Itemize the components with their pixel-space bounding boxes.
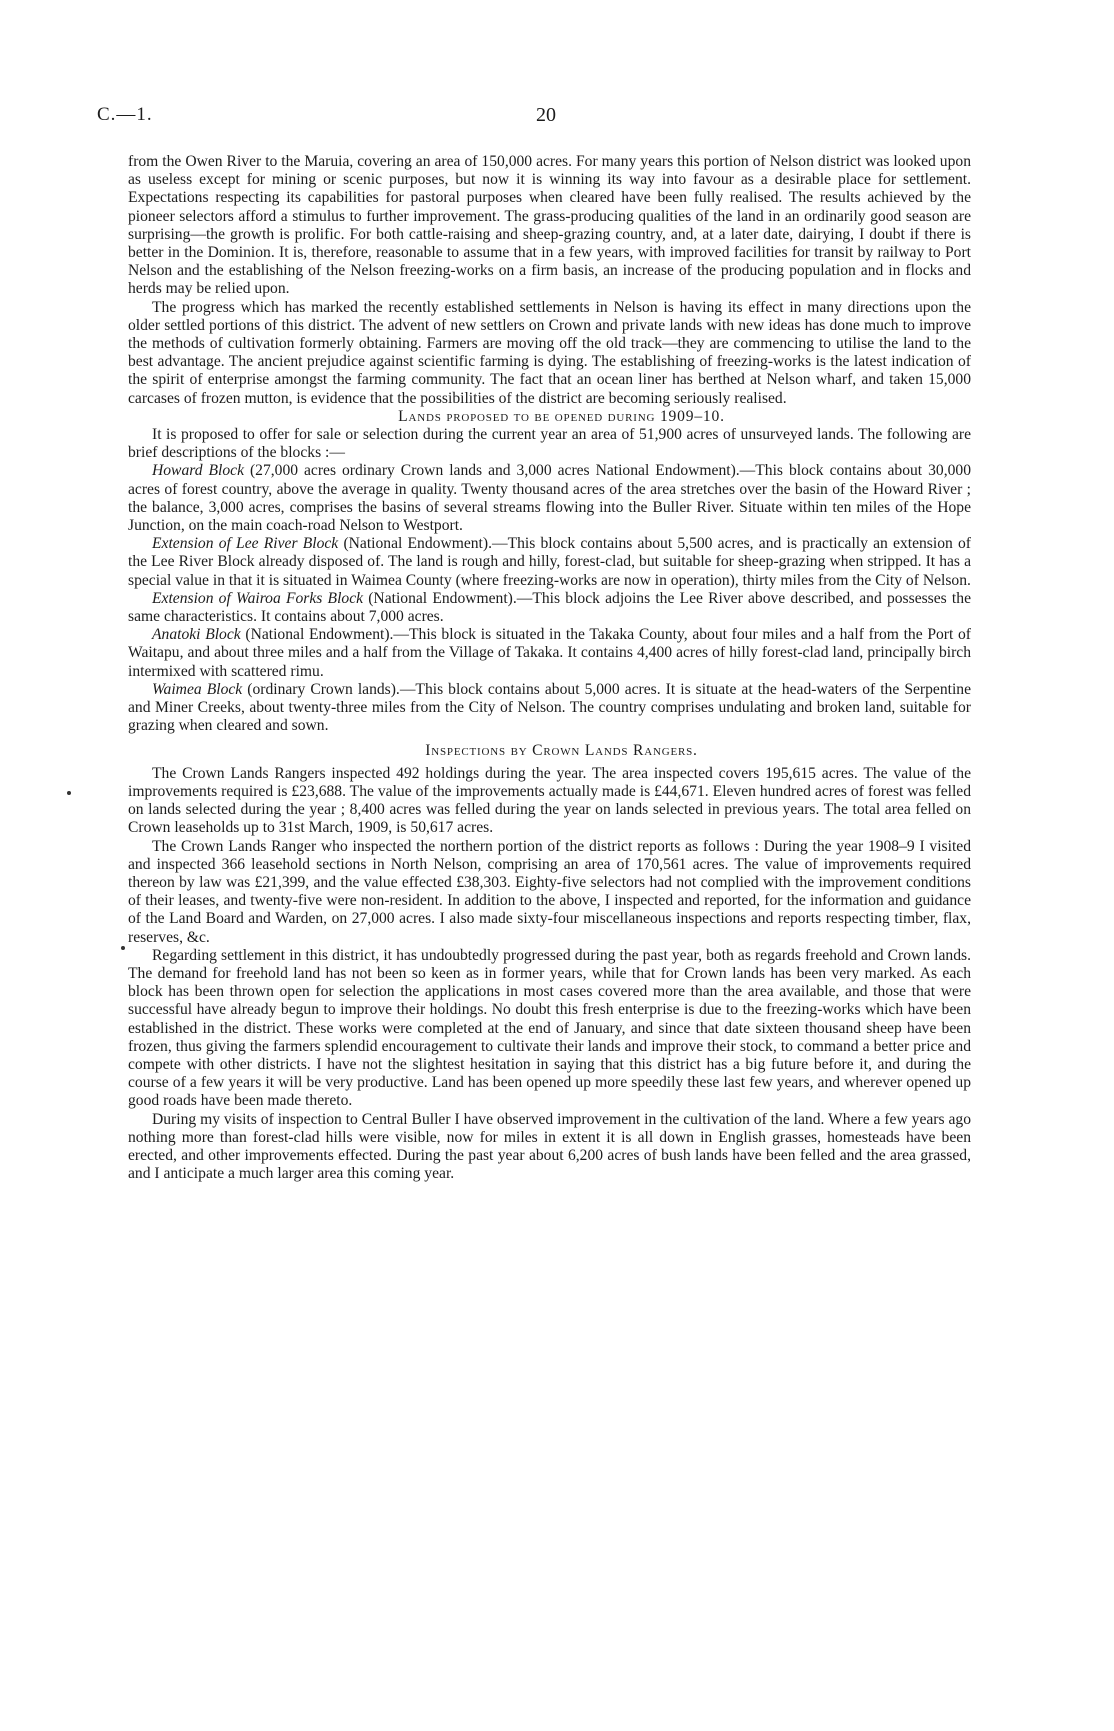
block-description: (ordinary Crown lands).—This block contains about 5,000 acres. It is situate at the head-waters of the Serpentine and Miner Creeks, about twenty-three miles from the City of Nelson. The country comprises undulating and broken land, suitable for grazing when cleared and sown. [128,680,972,735]
block-name: Waimea Block [152,680,243,698]
margin-dot [121,946,125,950]
section-heading-inspections: Inspections by Crown Lands Rangers. [425,741,698,759]
block-name: Anatoki Block [152,626,241,644]
block-entry [128,681,971,736]
page-number: 20 [536,104,556,126]
paragraph: from the Owen River to the Maruia, covering an area of 150,000 acres. For many years this portion of Nelson district was looked upon as useless except for mining or scenic purposes, but now it is winning its way into favour as a desirable place for settlement. Expectations respecting its capabilities for pastoral purposes when cleared have been fully realised. The results achieved by the pioneer selectors afford a stimulus to further improvement. The grass-producing qualities of the land in an ordinarily good season are surprising—the growth is prolific. For both cattle-raising and sheep-grazing country, and, at a later date, dairying, I doubt if there is better in the Dominion. It is, therefore, reasonable to assume that in a few years, with improved facilities for transit by railway to Port Nelson and the establishing of the Nelson freezing-works on a firm basis, an increase of the producing population and in flocks and herds may be relied upon. [128,153,971,298]
section-heading-lands: Lands proposed to be opened during 1909–10. [398,407,725,425]
block-entry [128,462,971,535]
block-description: (27,000 acres ordinary Crown lands and 3,000 acres National Endowment).—This block contains about 30,000 acres of forest country, above the average in quality. Twenty thousand acres of the area stretches over the basin of the Howard River ; the balance, 3,000 acres, comprises the basins of several streams flowing into the Buller River. Situate within ten miles of the Hope Junction, on the main coach-road Nelson to Westport. [128,462,971,535]
block-description: (National Endowment).—This block contains about 5,500 acres, and is practically an extension of the Lee River Block already disposed of. The land is rough and hilly, forest-clad, but suitable for sheep-grazing when stripped. It has a special value in that it is situated in Waimea County (where freezing-works are now in operation), thirty miles from the City of Nelson. [128,535,971,589]
block-entry [128,590,971,626]
block-name: Extension of Lee River Block [152,535,339,553]
block-entry [128,626,971,681]
block-description: (National Endowment).—This block is situated in the Takaka County, about four miles and a half from the Port of Waitapu, and about three miles and a half from the Village of Takaka. It contains 4,400 acres of hilly forest-clad land, principally birch intermixed with scattered rimu. [128,626,972,680]
paragraph: The Crown Lands Rangers inspected 492 holdings during the year. The area inspected covers 195,615 acres. The value of the improvements required is £23,688. The value of the improvements actually made is £44,671. Eleven hundred acres of forest was felled on lands selected during the year ; 8,400 acres was felled during the year on lands selected in previous years. The total area felled on Crown leaseholds up to 31st March, 1909, is 50,617 acres. [128,764,971,837]
paragraph: It is proposed to offer for sale or selection during the current year an area of 51,900 acres of unsurveyed lands. The following are brief descriptions of the blocks :— [128,426,971,462]
block-entry [128,535,971,590]
page-ref: C.—1. [97,104,153,125]
margin-dot [67,791,71,795]
block-name: Extension of Wairoa Forks Block [152,589,364,607]
paragraph: Regarding settlement in this district, it has undoubtedly progressed during the past year, both as regards freehold and Crown lands. The demand for freehold land has not been so keen as in former years, while that for Crown lands has been very marked. As each block has been thrown open for selection the applications in most cases covered more than the area available, and those that were successful have already begun to improve their holdings. No doubt this fresh enterprise is due to the freezing-works which have been established in the district. These works were completed at the end of January, and since that date sixteen thousand sheep have been frozen, thus giving the farmers splendid encouragement to cultivate their lands and improve their stock, to command a better price and compete with other districts. I have not the slightest hesitation in saying that this district has a big future before it, and during the course of a few years it will be very productive. Land has been opened up more speedily these last few years, and wherever opened up good roads have been made thereto. [128,946,971,1110]
paragraph: The Crown Lands Ranger who inspected the northern portion of the district reports as follows : During the year 1908–9 I visited and inspected 366 leasehold sections in North Nelson, comprising an area of 170,561 acres. The value of improvements required thereon by law was £21,399, and the value effected £38,303. Eighty-five selectors had not complied with the improvement conditions of their leases, and twenty-five were non-resident. In addition to the above, I inspected and reported, for the information and guidance of the Land Board and Warden, on 27,000 acres. I also made sixty-four miscellaneous inspections and reports respecting timber, flax, reserves, &c. [128,837,971,946]
paragraph: During my visits of inspection to Central Buller I have observed improvement in the cultivation of the land. Where a few years ago nothing more than forest-clad hills were visible, now for miles in extent it is all down in English grasses, homesteads have been erected, and other improvements effected. During the past year about 6,200 acres of bush lands have been felled and the area grassed, and I anticipate a much larger area this coming year. [128,1110,971,1183]
block-description: (National Endowment).—This block adjoins the Lee River above described, and possesses the same characteristics. It contains about 7,000 acres. [128,589,971,626]
block-name: Howard Block [152,462,245,480]
paragraph: The progress which has marked the recently established settlements in Nelson is having its effect in many directions upon the older settled portions of this district. The advent of new settlers on Crown and private lands with new ideas has done much to improve the methods of cultivation formerly obtaining. Farmers are moving off the old track—they are commencing to utilise the land to the best advantage. The ancient prejudice against scientific farming is dying. The establishing of freezing-works is the latest indication of the spirit of enterprise amongst the farming community. The fact that an ocean liner has berthed at Nelson wharf, and taken 15,000 carcases of frozen mutton, is evidence that the possibilities of the district are becoming seriously realised. [128,298,971,407]
document-body [128,153,971,1183]
